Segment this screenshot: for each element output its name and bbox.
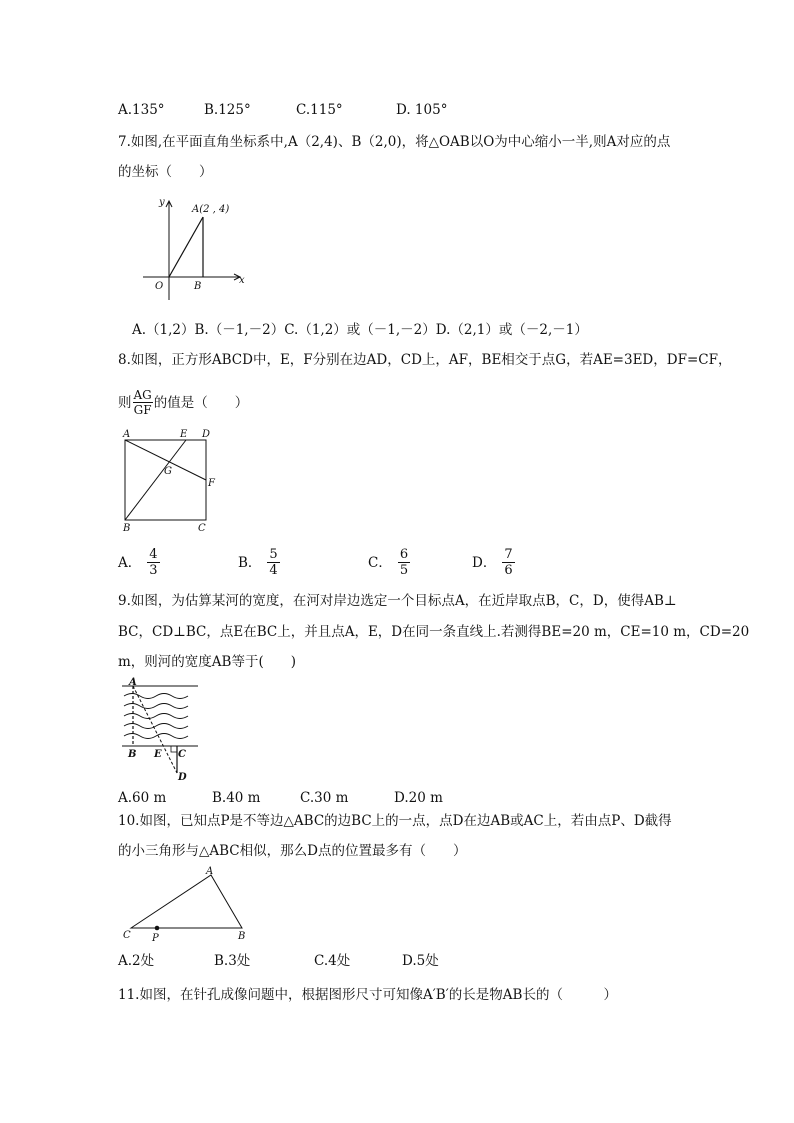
q8-fraction — [133, 388, 153, 417]
q10-label-a: A — [206, 866, 214, 877]
q8-label-c: C — [198, 523, 206, 534]
q8-option-a — [118, 547, 160, 578]
q11-stem-line1: 11.如图，在针孔成像问题中，根据图形尺寸可知像A′B′的长是物AB长的（ ） — [118, 987, 617, 1003]
q9-label-b: B — [128, 749, 137, 760]
q10-figure — [120, 864, 255, 944]
q9-option-d: D.20 m — [394, 790, 443, 806]
q8-option-c-fraction — [398, 547, 410, 578]
q9-option-a: A.60 m — [118, 790, 167, 806]
q7-options: A.（1,2）B.（－1,－2）C.（1,2）或（－1,－2）D.（2,1）或（－2,－1） — [132, 322, 588, 338]
q8-option-c-label: C． — [368, 554, 392, 571]
q10-stem-line1: 10.如图，已知点P是不等边△ABC的边BC上的一点，点D在边AB或AC上，若由点P、D截得 — [118, 813, 672, 829]
q8-stem-prefix: 则 — [118, 394, 132, 411]
q8-option-c-den: 5 — [399, 563, 409, 578]
q8-label-f: F — [208, 478, 215, 489]
q8-label-a: A — [123, 429, 131, 440]
q8-option-a-den: 3 — [149, 563, 158, 578]
q8-option-a-fraction — [147, 547, 159, 578]
q10-option-b: B.3处 — [214, 953, 251, 969]
q7-point-b-label: B — [194, 281, 202, 292]
q8-option-d-num: 7 — [504, 547, 513, 562]
q9-stem-line3: m，则河的宽度AB等于( ) — [118, 654, 297, 670]
q10-option-a: A.2处 — [118, 953, 155, 969]
q10-label-c: C — [123, 930, 131, 941]
q7-axis-x-label: x — [239, 275, 245, 286]
q8-option-d-label: D． — [472, 554, 497, 571]
q10-label-b: B — [238, 931, 246, 942]
q8-label-e: E — [180, 429, 188, 440]
q7-figure — [135, 195, 255, 305]
q8-option-b-fraction — [267, 547, 279, 578]
q6-option-a: A.135° — [118, 102, 165, 118]
q8-option-a-label: A． — [118, 554, 142, 571]
q8-fraction-den: GF — [133, 403, 152, 417]
q9-label-d: D — [178, 772, 187, 783]
q7-stem-line2: 的坐标（ ） — [118, 164, 213, 180]
q8-option-d-den: 6 — [504, 563, 513, 578]
q9-stem-line2: BC，CD⊥BC，点E在BC上，并且点A，E，D在同一条直线上.若测得BE=20 m，CE=10 m，CD=20 — [118, 624, 750, 640]
q8-stem-line1: 8.如图，正方形ABCD中，E，F分别在边AD，CD上，AF，BE相交于点G，若AE=3ED，DF=CF， — [118, 352, 732, 368]
q7-origin-label: O — [155, 281, 164, 292]
q10-label-p: P — [152, 933, 159, 944]
q9-label-a: A — [129, 677, 137, 688]
q8-option-d-fraction — [502, 547, 514, 578]
q8-label-d: D — [202, 429, 211, 440]
q7-axis-y-label: y — [159, 197, 165, 208]
q9-stem-line1: 9.如图，为估算某河的宽度，在河对岸边选定一个目标点A，在近岸取点B，C，D，使得AB⊥ — [118, 593, 677, 609]
q8-label-b: B — [123, 523, 131, 534]
q6-option-b: B.125° — [204, 102, 251, 118]
q8-option-d — [472, 547, 515, 578]
q9-label-e: E — [154, 749, 162, 760]
q10-option-c: C.4处 — [314, 953, 351, 969]
q8-option-b-num: 5 — [269, 547, 278, 562]
q8-stem-suffix: 的值是（ ） — [153, 394, 249, 411]
q6-option-c: C.115° — [296, 102, 343, 118]
q8-label-g: G — [164, 466, 172, 477]
q6-option-d: D. 105° — [396, 102, 448, 118]
q10-option-d: D.5处 — [402, 953, 439, 969]
q9-option-c: C.30 m — [300, 790, 349, 806]
q9-label-c: C — [178, 749, 186, 760]
q8-figure — [118, 425, 228, 535]
q10-stem-line2: 的小三角形与△ABC相似，那么D点的位置最多有（ ） — [118, 843, 467, 859]
q8-option-b-den: 4 — [269, 563, 278, 578]
q7-stem-line1: 7.如图,在平面直角坐标系中,A（2,4)、B（2,0)，将△OAB以O为中心缩小一半,则A对应的点 — [118, 134, 671, 150]
q8-option-c — [368, 547, 410, 578]
q8-option-b — [238, 547, 280, 578]
q8-fraction-num: AG — [133, 388, 152, 402]
q8-option-c-num: 6 — [399, 547, 409, 562]
q7-point-a-label: A(2 , 4) — [192, 204, 230, 215]
q8-stem-line2 — [118, 388, 248, 417]
q9-option-b: B.40 m — [212, 790, 261, 806]
q8-option-a-num: 4 — [149, 547, 158, 562]
q9-figure — [118, 676, 208, 786]
q8-option-b-label: B． — [238, 554, 262, 571]
